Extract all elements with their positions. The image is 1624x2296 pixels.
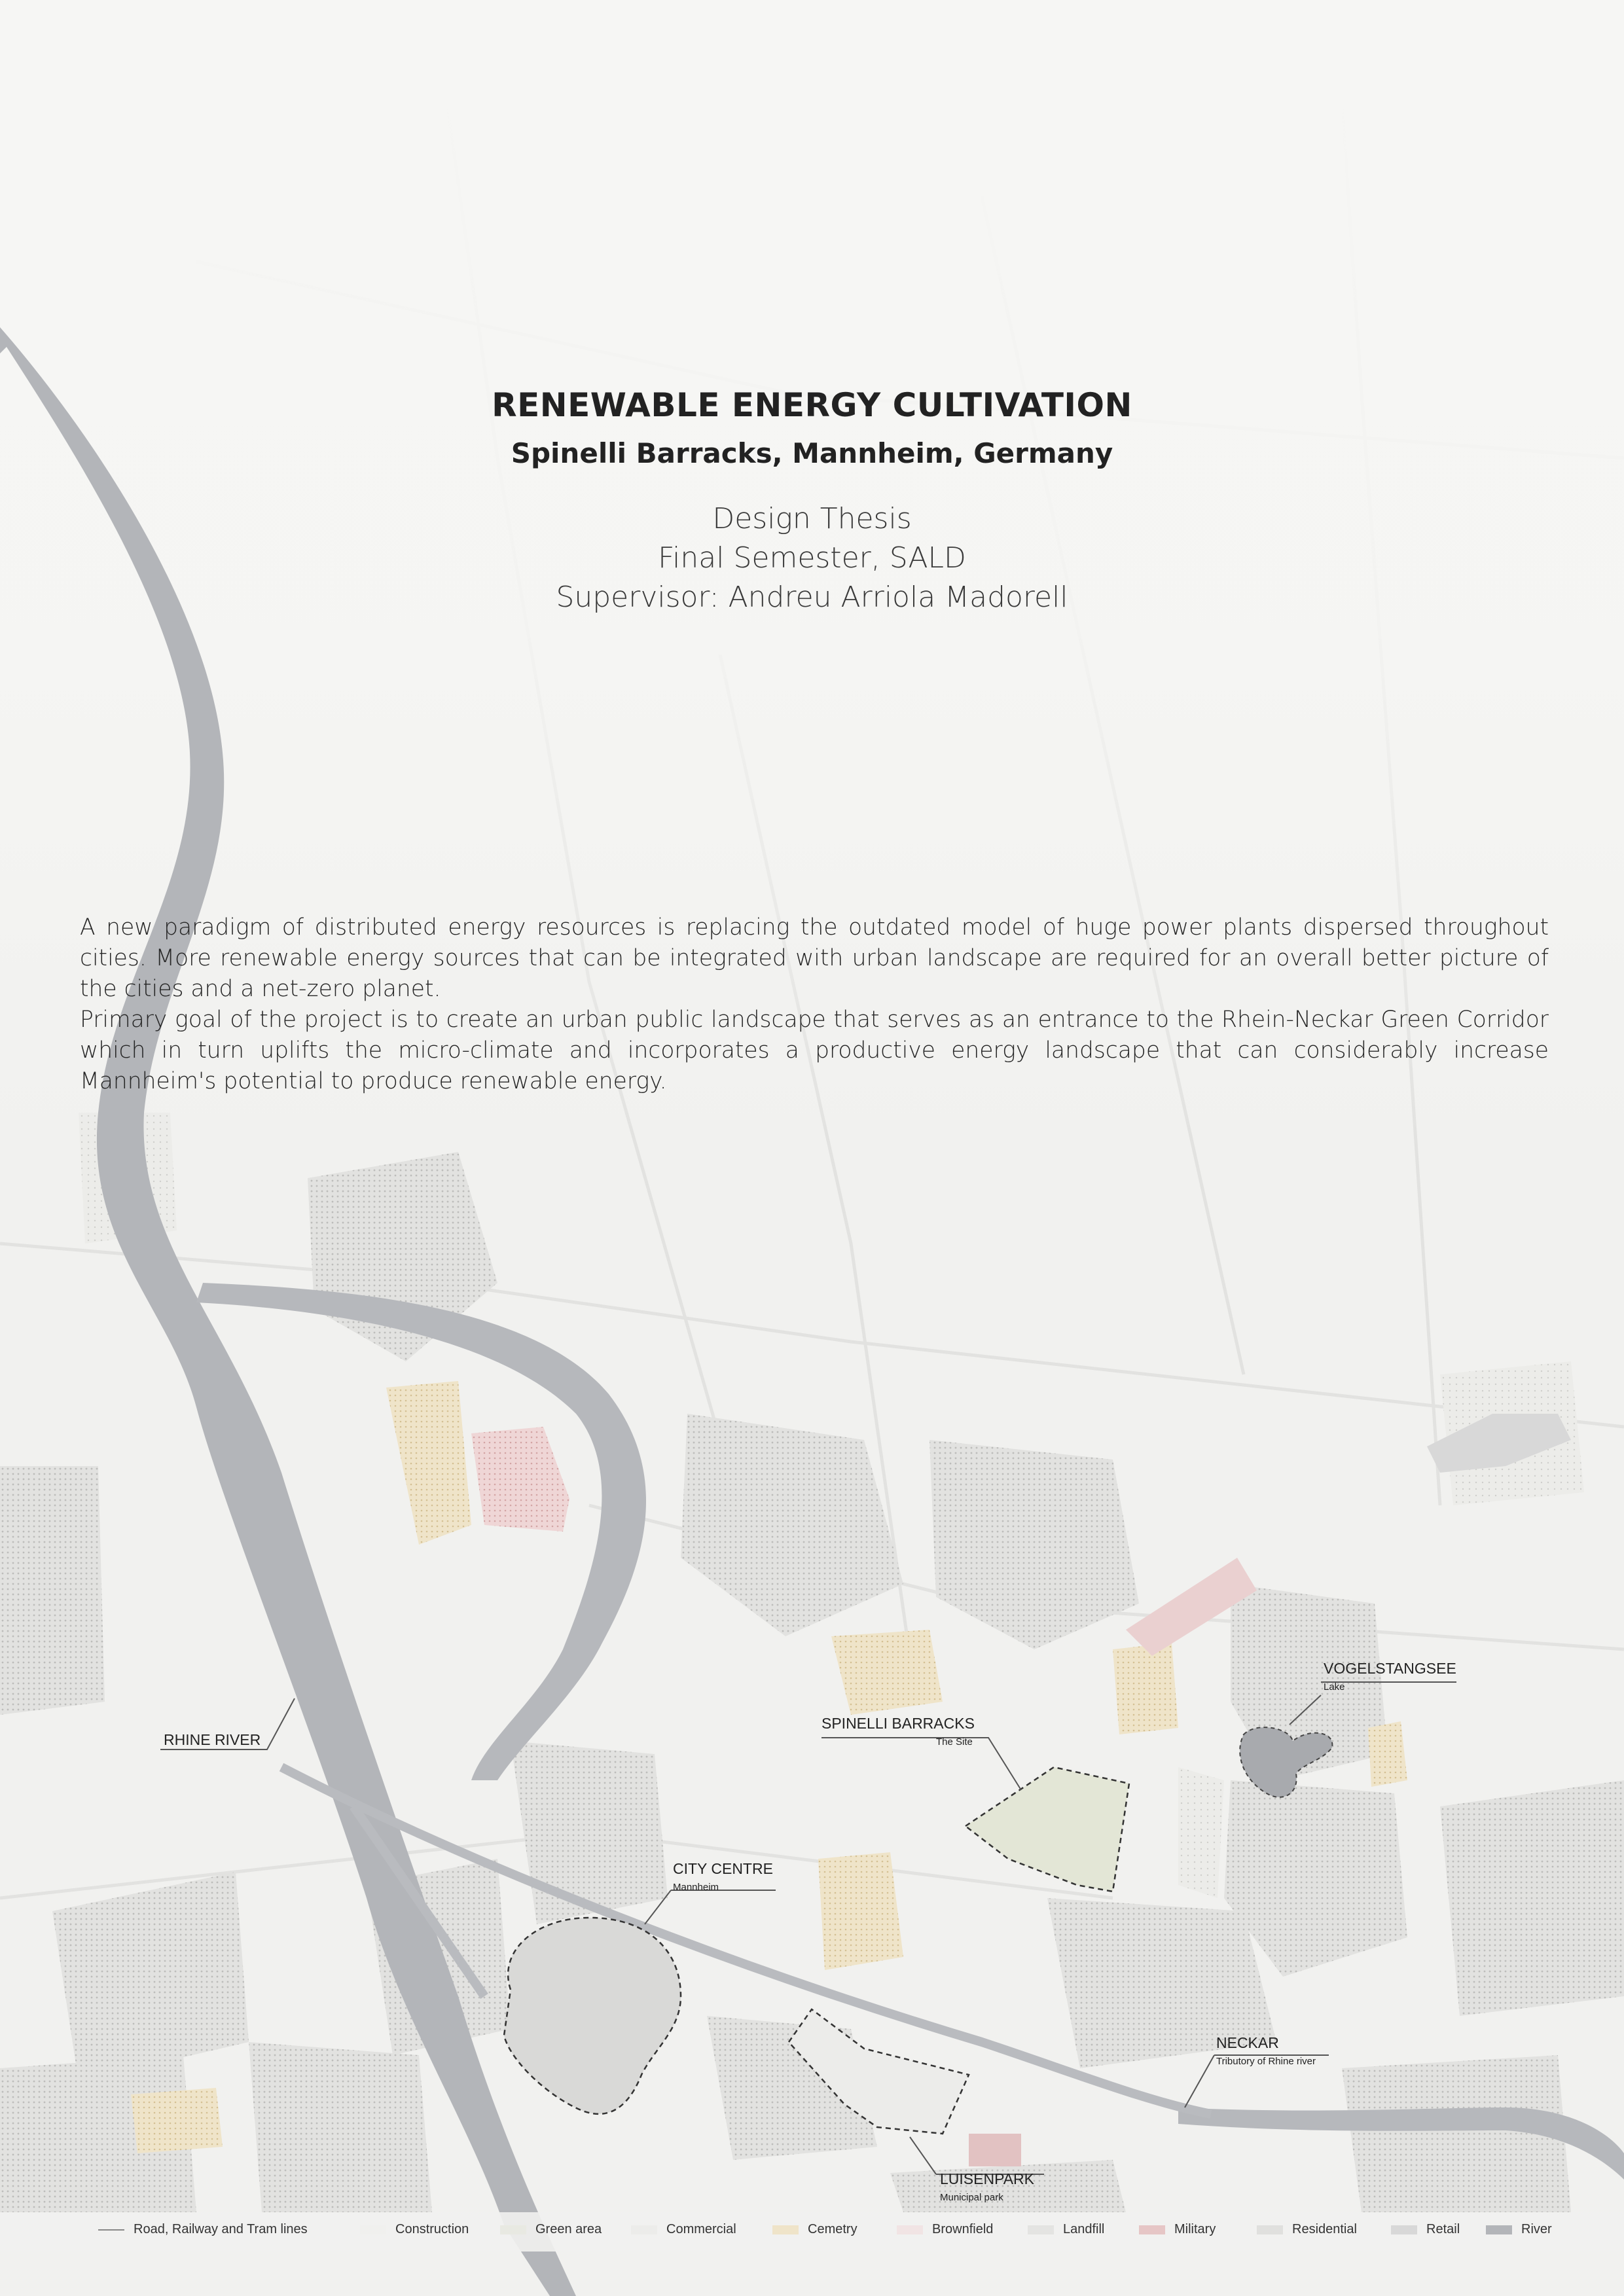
label-neckar-sub: Tributory of Rhine river bbox=[1216, 2056, 1316, 2067]
label-spinelli-sub: The Site bbox=[936, 1736, 973, 1748]
label-city-name: CITY CENTRE bbox=[673, 1860, 773, 1877]
legend-cemetry bbox=[772, 2222, 857, 2237]
legend-residential bbox=[1257, 2222, 1357, 2237]
legend-cemetry-label: Cemetry bbox=[808, 2222, 857, 2236]
legend-residential-swatch bbox=[1257, 2225, 1283, 2234]
label-neckar-name: NECKAR bbox=[1216, 2034, 1279, 2051]
legend-landfill bbox=[1028, 2222, 1104, 2237]
legend-road-label: Road, Railway and Tram lines bbox=[134, 2222, 308, 2236]
abstract-paragraph-2: Primary goal of the project is to create an urban public landscape that serves as an entrance to the Rhein-Neckar Green Corridor which in turn uplifts the micro-climate and incorporates a productive energy landscape that can considerably increase Mannheim's potential to produce renewable energy. bbox=[80, 1007, 1549, 1094]
legend-river-swatch bbox=[1486, 2225, 1512, 2234]
label-vogel-name: VOGELSTANGSEE bbox=[1324, 1660, 1456, 1677]
legend-commercial bbox=[631, 2222, 736, 2237]
legend-green-swatch bbox=[500, 2225, 526, 2234]
label-luisenpark bbox=[940, 2170, 1034, 2203]
legend-construction bbox=[360, 2222, 469, 2237]
legend-military-swatch bbox=[1139, 2225, 1165, 2234]
label-vogelstangsee bbox=[1324, 1660, 1456, 1693]
label-rhine-river bbox=[164, 1731, 261, 1749]
legend-military-label: Military bbox=[1174, 2222, 1216, 2236]
legend-green bbox=[500, 2222, 602, 2237]
label-vogel-sub: Lake bbox=[1324, 1681, 1345, 1693]
label-neckar bbox=[1216, 2034, 1316, 2067]
legend-commercial-swatch bbox=[631, 2225, 657, 2234]
legend-cemetry-swatch bbox=[772, 2225, 799, 2234]
legend-retail bbox=[1391, 2222, 1460, 2237]
abstract-paragraph-1: A new paradigm of distributed energy resources is replacing the outdated model of huge power plants dispersed throughout cities. More renewable energy sources that can be integrated with urban landscape are required for an overall better picture of the cities and a net-zero planet. bbox=[80, 914, 1549, 1002]
legend-road-swatch bbox=[98, 2229, 124, 2231]
label-spinelli-name: SPINELLI BARRACKS bbox=[821, 1715, 975, 1732]
legend-landfill-label: Landfill bbox=[1063, 2222, 1105, 2236]
label-luisen-sub: Municipal park bbox=[940, 2192, 1003, 2203]
legend-brownfield bbox=[897, 2222, 993, 2237]
label-city-sub: Mannheim bbox=[673, 1882, 719, 1893]
thesis-type: Design Thesis bbox=[712, 502, 912, 535]
legend-construction-swatch bbox=[360, 2225, 386, 2234]
military-area-3 bbox=[969, 2134, 1021, 2166]
legend-retail-label: Retail bbox=[1426, 2222, 1460, 2236]
legend-river-label: River bbox=[1521, 2222, 1552, 2236]
legend-retail-swatch bbox=[1391, 2225, 1417, 2234]
supervisor-line: Supervisor: Andreu Arriola Madorell bbox=[556, 581, 1068, 614]
page-title: RENEWABLE ENERGY CULTIVATION bbox=[492, 386, 1132, 424]
semester-line: Final Semester, SALD bbox=[658, 541, 966, 575]
label-luisen-name: LUISENPARK bbox=[940, 2170, 1035, 2187]
legend-commercial-label: Commercial bbox=[666, 2222, 736, 2236]
abstract-text bbox=[80, 912, 1549, 1097]
legend-construction-label: Construction bbox=[395, 2222, 469, 2236]
legend-road bbox=[98, 2222, 308, 2237]
legend-residential-label: Residential bbox=[1292, 2222, 1357, 2236]
label-spinelli bbox=[821, 1715, 975, 1748]
label-city-centre bbox=[673, 1860, 773, 1893]
legend-brownfield-swatch bbox=[897, 2225, 923, 2234]
legend-military bbox=[1139, 2222, 1216, 2237]
page-subtitle: Spinelli Barracks, Mannheim, Germany bbox=[511, 437, 1113, 469]
label-rhine-name: RHINE RIVER bbox=[164, 1731, 261, 1748]
legend-landfill-swatch bbox=[1028, 2225, 1054, 2234]
legend-river bbox=[1486, 2222, 1552, 2237]
legend-green-label: Green area bbox=[535, 2222, 602, 2236]
legend-brownfield-label: Brownfield bbox=[932, 2222, 994, 2236]
